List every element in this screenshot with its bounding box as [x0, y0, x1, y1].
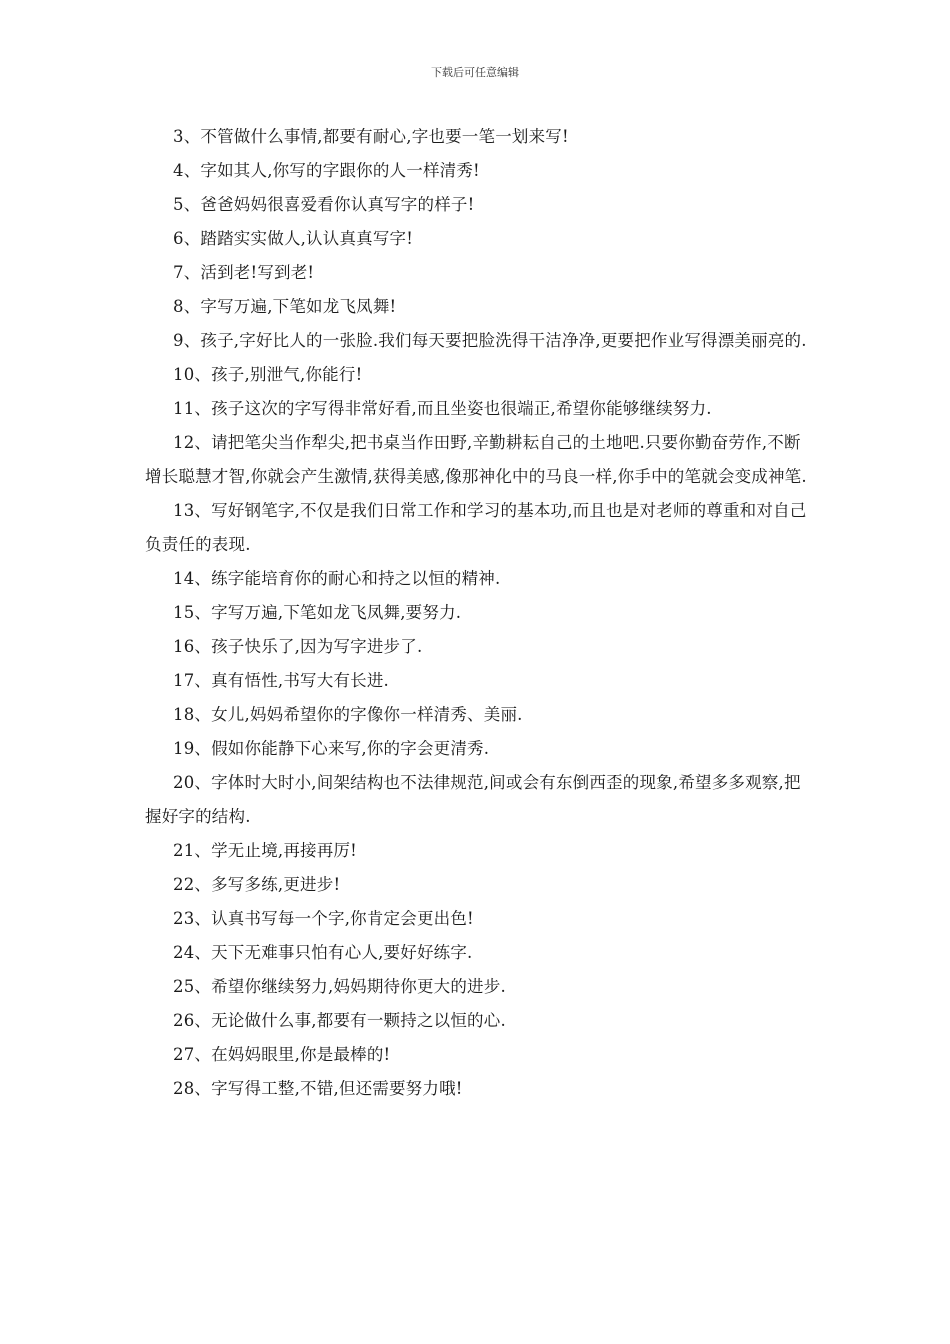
- document-body: [145, 120, 810, 1106]
- list-item: 17、真有悟性,书写大有长进.: [173, 671, 389, 690]
- list-item: 8、字写万遍,下笔如龙飞凤舞!: [173, 297, 397, 316]
- list-item: 9、孩子,字好比人的一张脸.我们每天要把脸洗得干洁净净,更要把作业写得漂美丽亮的.: [173, 331, 807, 350]
- list-item: 3、不管做什么事情,都要有耐心,字也要一笔一划来写!: [173, 127, 569, 146]
- list-item: 20、字体时大时小,间架结构也不法律规范,间或会有东倒西歪的现象,希望多多观察,把握好字的结构.: [145, 773, 801, 826]
- page-header: 下载后可任意编辑: [431, 66, 519, 79]
- list-item: 25、希望你继续努力,妈妈期待你更大的进步.: [173, 977, 506, 996]
- list-item: 26、无论做什么事,都要有一颗持之以恒的心.: [173, 1011, 506, 1030]
- list-item: 19、假如你能静下心来写,你的字会更清秀.: [173, 739, 490, 758]
- list-item: 13、写好钢笔字,不仅是我们日常工作和学习的基本功,而且也是对老师的尊重和对自己负责任的表现.: [145, 501, 807, 554]
- list-item: 23、认真书写每一个字,你肯定会更出色!: [173, 909, 474, 928]
- list-item: 27、在妈妈眼里,你是最棒的!: [173, 1045, 391, 1064]
- list-item: 5、爸爸妈妈很喜爱看你认真写字的样子!: [173, 195, 475, 214]
- list-item: 28、字写得工整,不错,但还需要努力哦!: [173, 1079, 463, 1098]
- list-item: 6、踏踏实实做人,认认真真写字!: [173, 229, 414, 248]
- list-item: 4、字如其人,你写的字跟你的人一样清秀!: [173, 161, 480, 180]
- list-item: 12、请把笔尖当作犁尖,把书桌当作田野,辛勤耕耘自己的土地吧.只要你勤奋劳作,不断增长聪慧才智,你就会产生激情,获得美感,像那神化中的马良一样,你手中的笔就会变成神笔.: [145, 433, 807, 486]
- list-item: 18、女儿,妈妈希望你的字像你一样清秀、美丽.: [173, 705, 523, 724]
- list-item: 10、孩子,别泄气,你能行!: [173, 365, 363, 384]
- list-item: 16、孩子快乐了,因为写字进步了.: [173, 637, 423, 656]
- list-item: 14、练字能培育你的耐心和持之以恒的精神.: [173, 569, 501, 588]
- list-item: 15、字写万遍,下笔如龙飞凤舞,要努力.: [173, 603, 462, 622]
- list-item: 24、天下无难事只怕有心人,要好好练字.: [173, 943, 473, 962]
- list-item: 21、学无止境,再接再厉!: [173, 841, 357, 860]
- list-item: 11、孩子这次的字写得非常好看,而且坐姿也很端正,希望你能够继续努力.: [173, 399, 712, 418]
- list-item: 7、活到老!写到老!: [173, 263, 315, 282]
- list-item: 22、多写多练,更进步!: [173, 875, 341, 894]
